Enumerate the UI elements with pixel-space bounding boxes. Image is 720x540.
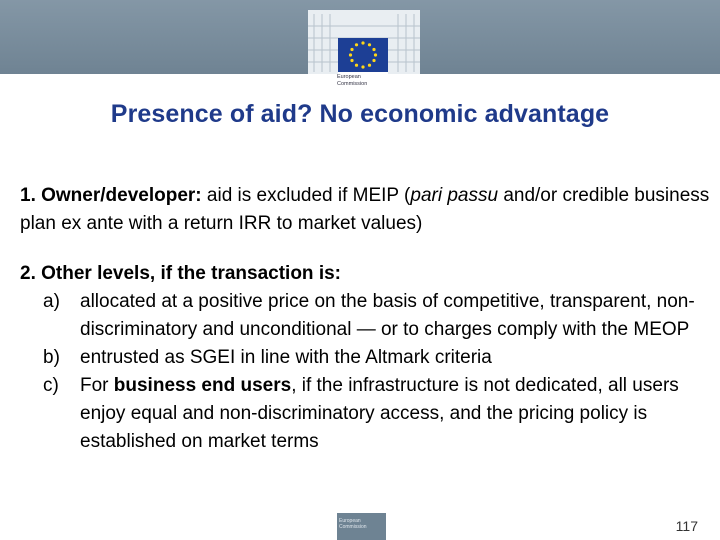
list-marker: a) (43, 291, 60, 312)
slide-title: Presence of aid? No economic advantage (110, 100, 610, 128)
para1-text2: and/or credible business plan ex ante with a return IRR to market values) (20, 185, 710, 234)
para1-italic: pari passu (410, 185, 499, 206)
list-item-pre: For (80, 375, 114, 396)
para2-heading-text: 2. Other levels, if the transaction is: (20, 263, 341, 284)
para1-text1: aid is excluded if MEIP ( (201, 185, 411, 206)
logo-caption-line1: European (337, 74, 361, 80)
list-item-post: , if the infrastructure is not dedicated, all users enjoy equal and non-discriminatory access, and the pricing policy is established on market terms (80, 375, 679, 452)
footer-logo (337, 513, 386, 540)
paragraph-owner-developer (20, 182, 710, 238)
list-item (20, 344, 710, 372)
logo-caption (337, 74, 397, 88)
list-item-text: allocated at a positive price on the basis of competitive, transparent, non-discriminatory and unconditional — or to charges comply with the MEOP (80, 291, 695, 340)
logo-caption-line2: Commission (337, 81, 368, 87)
list-marker: b) (43, 347, 60, 368)
para1-bold-lead: 1. Owner/developer: (20, 185, 202, 206)
slide-body (20, 182, 710, 456)
list-item (20, 372, 710, 456)
list-marker: c) (43, 375, 59, 396)
footer-logo-text: European Commission (339, 518, 367, 530)
list-item (20, 288, 710, 344)
para2-heading (20, 260, 710, 288)
list-item-bold: business end users (113, 375, 292, 396)
condition-list (20, 288, 710, 456)
paragraph-other-levels (20, 260, 710, 456)
list-item-text: entrusted as SGEI in line with the Altmark criteria (80, 347, 492, 368)
page-number: 117 (675, 518, 698, 534)
